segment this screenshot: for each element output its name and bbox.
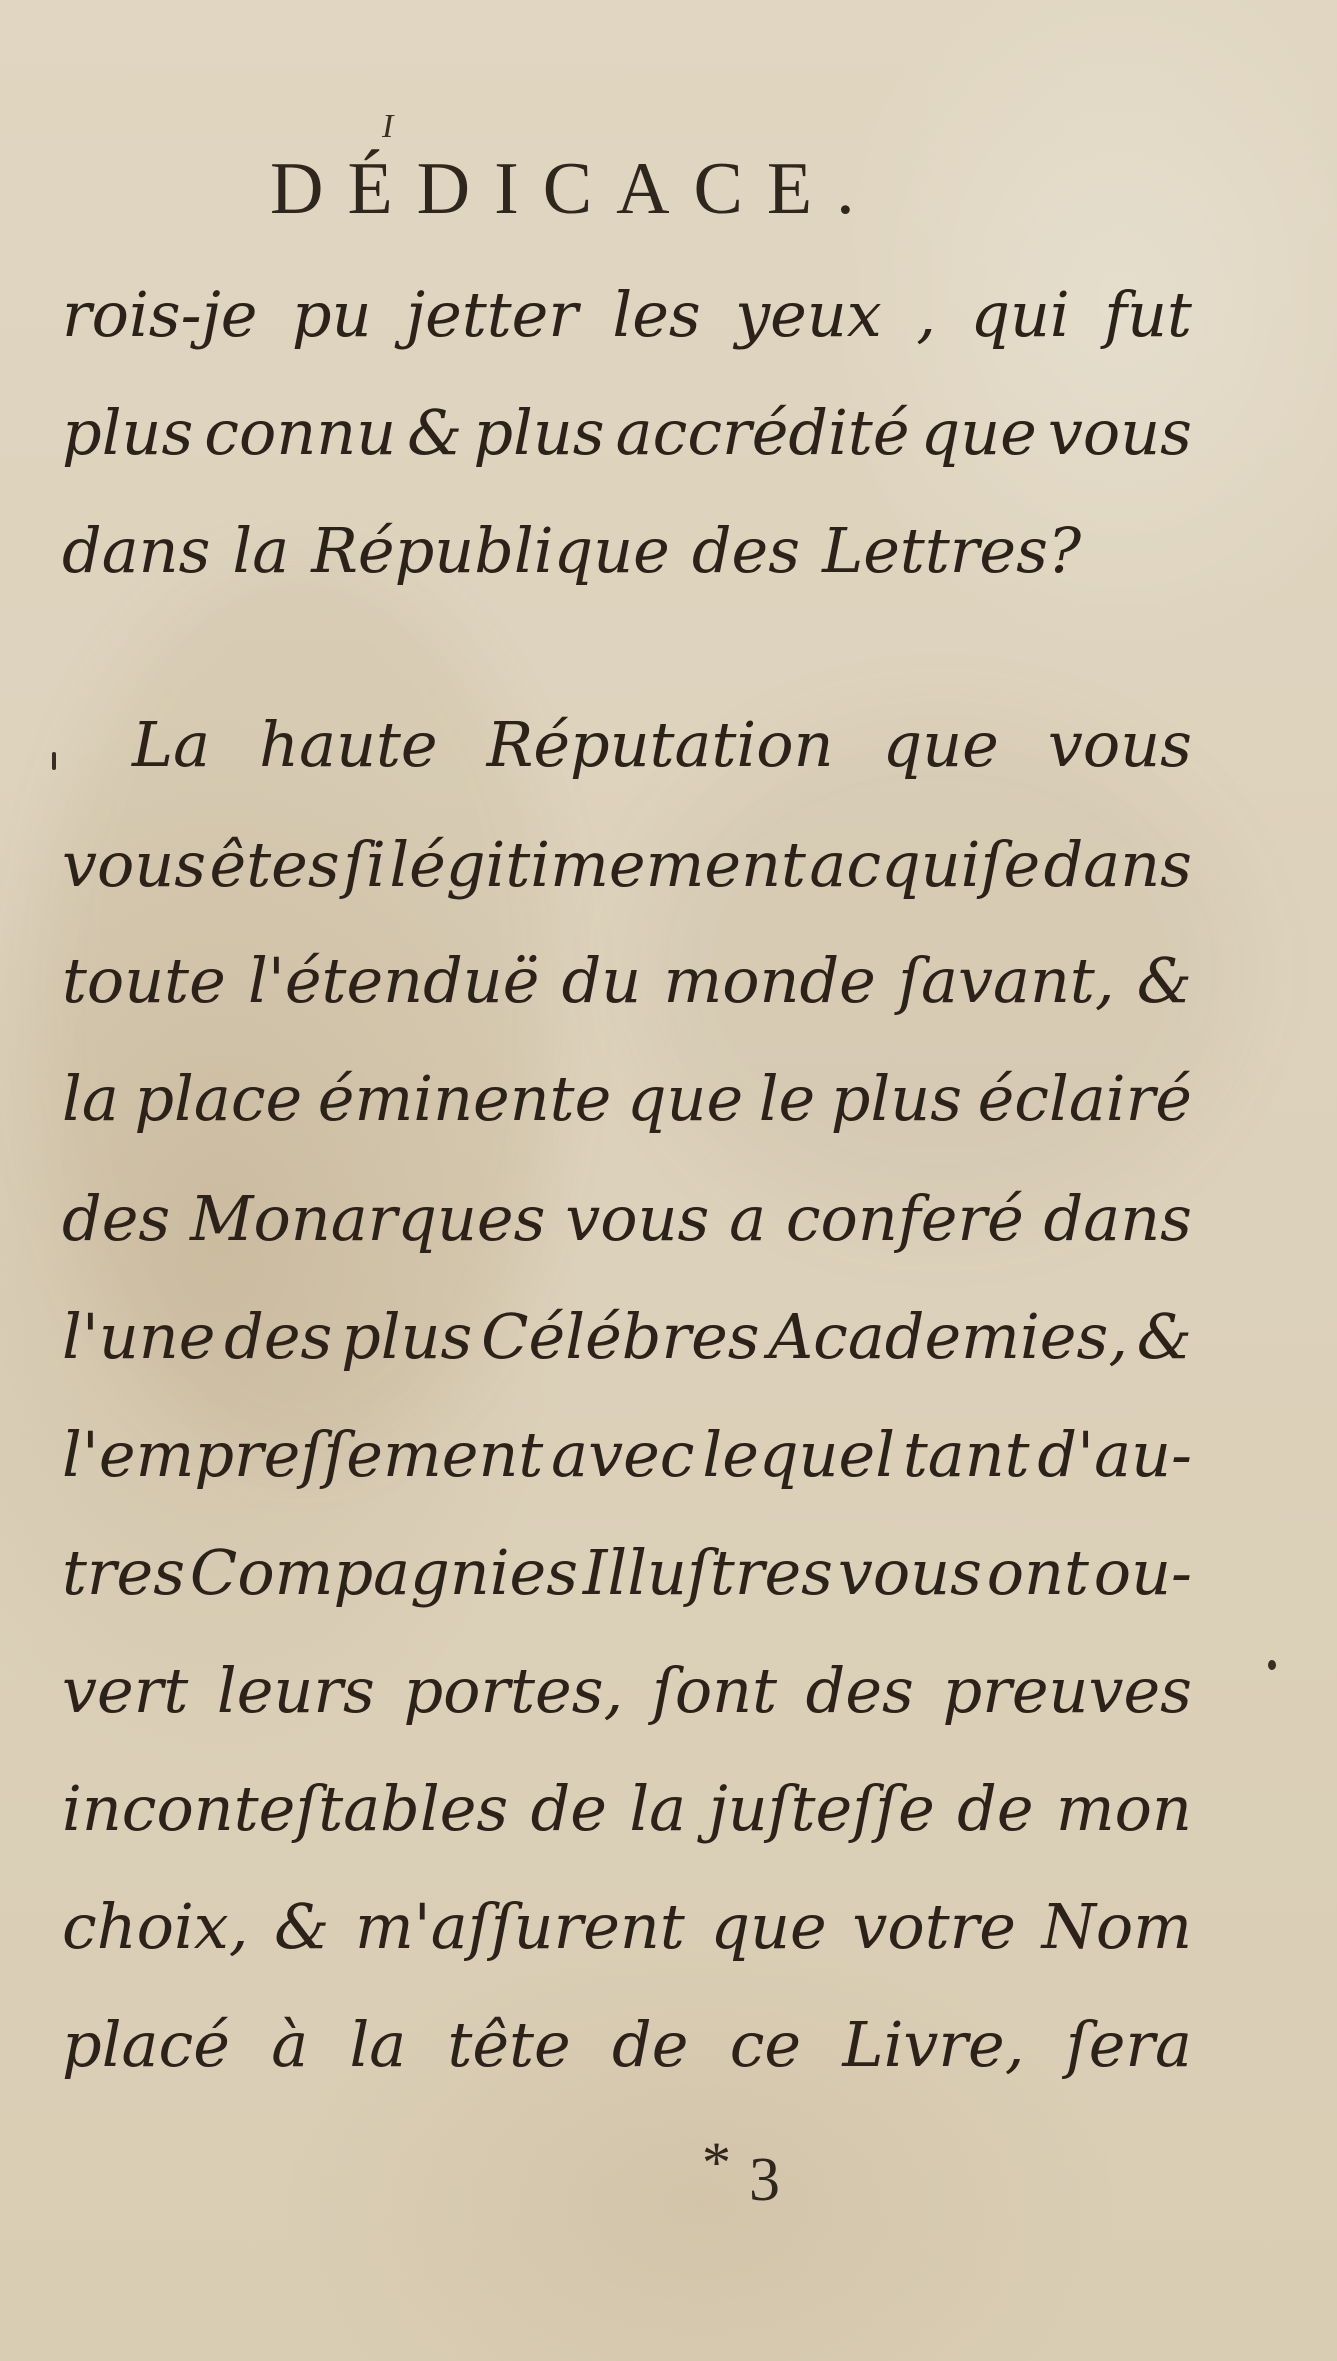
word: que xyxy=(710,1890,827,1963)
running-head: DÉDICACE. xyxy=(270,148,879,230)
word: des xyxy=(691,514,801,587)
word: la xyxy=(629,1772,687,1845)
text-line xyxy=(62,388,1192,478)
word: portes, xyxy=(403,1654,624,1727)
word: tête xyxy=(447,2008,571,2081)
word: fut xyxy=(1104,278,1192,351)
text-line xyxy=(62,1174,1192,1264)
word: Academies, xyxy=(768,1300,1129,1373)
word: plus xyxy=(341,1300,473,1373)
signature-star: * xyxy=(702,2130,741,2195)
ink-speck xyxy=(1268,1660,1276,1670)
word: ſont xyxy=(651,1654,778,1727)
text-line xyxy=(62,1646,1192,1736)
word: Réputation xyxy=(486,708,834,781)
word: & xyxy=(274,1890,330,1963)
word: l'étenduë xyxy=(247,944,540,1017)
word: la xyxy=(232,514,290,587)
word: des xyxy=(62,1182,171,1255)
word: la xyxy=(62,1062,119,1135)
word: ce xyxy=(729,2008,802,2081)
word: légitimement xyxy=(389,828,806,901)
word: avec xyxy=(551,1418,695,1491)
word: à xyxy=(271,2008,309,2081)
word: des xyxy=(805,1654,914,1727)
word: placé xyxy=(62,2008,230,2081)
word: plus xyxy=(830,1062,963,1135)
word: Illuſtres xyxy=(582,1536,833,1609)
word: que xyxy=(882,708,999,781)
ink-speck xyxy=(52,752,56,770)
text-line xyxy=(62,1410,1192,1500)
word: Compagnies xyxy=(189,1536,579,1609)
word: conferé xyxy=(785,1182,1024,1255)
word: vert xyxy=(62,1654,189,1727)
signature-mark xyxy=(702,2130,790,2216)
word: êtes xyxy=(209,828,340,901)
word: m'aſſurent xyxy=(354,1890,685,1963)
word: qui xyxy=(970,278,1070,351)
word: vous xyxy=(837,1536,982,1609)
word: des xyxy=(224,1300,333,1373)
word: jetter xyxy=(405,278,578,351)
word: & xyxy=(1136,1300,1192,1373)
word: plus xyxy=(62,396,194,469)
text-line xyxy=(62,1292,1192,1382)
word: dans xyxy=(1043,828,1192,901)
word: yeux xyxy=(735,278,882,351)
word: tant xyxy=(902,1418,1030,1491)
word: les xyxy=(612,278,701,351)
word: Célébres xyxy=(481,1300,760,1373)
word: & xyxy=(407,396,463,469)
word: de xyxy=(612,2008,689,2081)
word: dans xyxy=(62,514,211,587)
word: ont xyxy=(986,1536,1089,1609)
word: de xyxy=(957,1772,1034,1845)
word: que xyxy=(626,1062,744,1135)
word: Lettres? xyxy=(822,514,1082,587)
word: toute xyxy=(62,944,226,1017)
word: ſera xyxy=(1065,2008,1192,2081)
word: vous xyxy=(565,1182,710,1255)
text-line xyxy=(62,936,1192,1026)
word: mon xyxy=(1055,1772,1192,1845)
text-line xyxy=(62,270,1192,360)
word: vous xyxy=(62,828,207,901)
word: éminente xyxy=(317,1062,612,1135)
word: choix, xyxy=(62,1890,249,1963)
word: lequel xyxy=(702,1418,896,1491)
folio-mark: I xyxy=(382,108,394,145)
word: la xyxy=(349,2008,407,2081)
text-line xyxy=(62,1528,1192,1618)
text-line xyxy=(62,1882,1192,1972)
word: connu xyxy=(204,396,397,469)
word: plus xyxy=(473,396,605,469)
word: dans xyxy=(1043,1182,1192,1255)
word: a xyxy=(729,1182,767,1255)
word: votre xyxy=(852,1890,1016,1963)
word: place xyxy=(134,1062,303,1135)
word: inconteſtables xyxy=(62,1772,509,1845)
word: l'une xyxy=(62,1300,216,1373)
word: preuves xyxy=(942,1654,1192,1727)
word: , xyxy=(916,278,936,351)
word: haute xyxy=(259,708,438,781)
word: & xyxy=(1136,944,1192,1017)
word: Monarques xyxy=(189,1182,546,1255)
word: accrédité xyxy=(615,396,910,469)
word: ou- xyxy=(1093,1536,1192,1609)
word: de xyxy=(530,1772,607,1845)
word: La xyxy=(132,708,211,781)
word: monde xyxy=(663,944,876,1017)
text-line xyxy=(62,1054,1192,1144)
word: Nom xyxy=(1041,1890,1192,1963)
text-line xyxy=(132,700,1192,790)
word: juſteſſe xyxy=(708,1772,935,1845)
word: vous xyxy=(1047,396,1192,469)
word: l'empreſſement xyxy=(62,1418,544,1491)
word: ſavant, xyxy=(898,944,1115,1017)
word: le xyxy=(758,1062,816,1135)
word: République xyxy=(311,514,670,587)
word: que xyxy=(920,396,1037,469)
text-line xyxy=(62,506,1192,596)
word: acquiſe xyxy=(809,828,1041,901)
word: pu xyxy=(291,278,372,351)
word: rois-je xyxy=(62,278,258,351)
word: d'au- xyxy=(1037,1418,1192,1491)
word: éclairé xyxy=(977,1062,1192,1135)
word: ſi xyxy=(343,828,386,901)
signature-number: 3 xyxy=(749,2146,790,2214)
word: tres xyxy=(62,1536,186,1609)
word: leurs xyxy=(216,1654,375,1727)
text-line xyxy=(62,1764,1192,1854)
word: du xyxy=(561,944,642,1017)
text-line xyxy=(62,820,1192,910)
word: Livre, xyxy=(842,2008,1025,2081)
word: vous xyxy=(1047,708,1192,781)
text-line xyxy=(62,2000,1192,2090)
